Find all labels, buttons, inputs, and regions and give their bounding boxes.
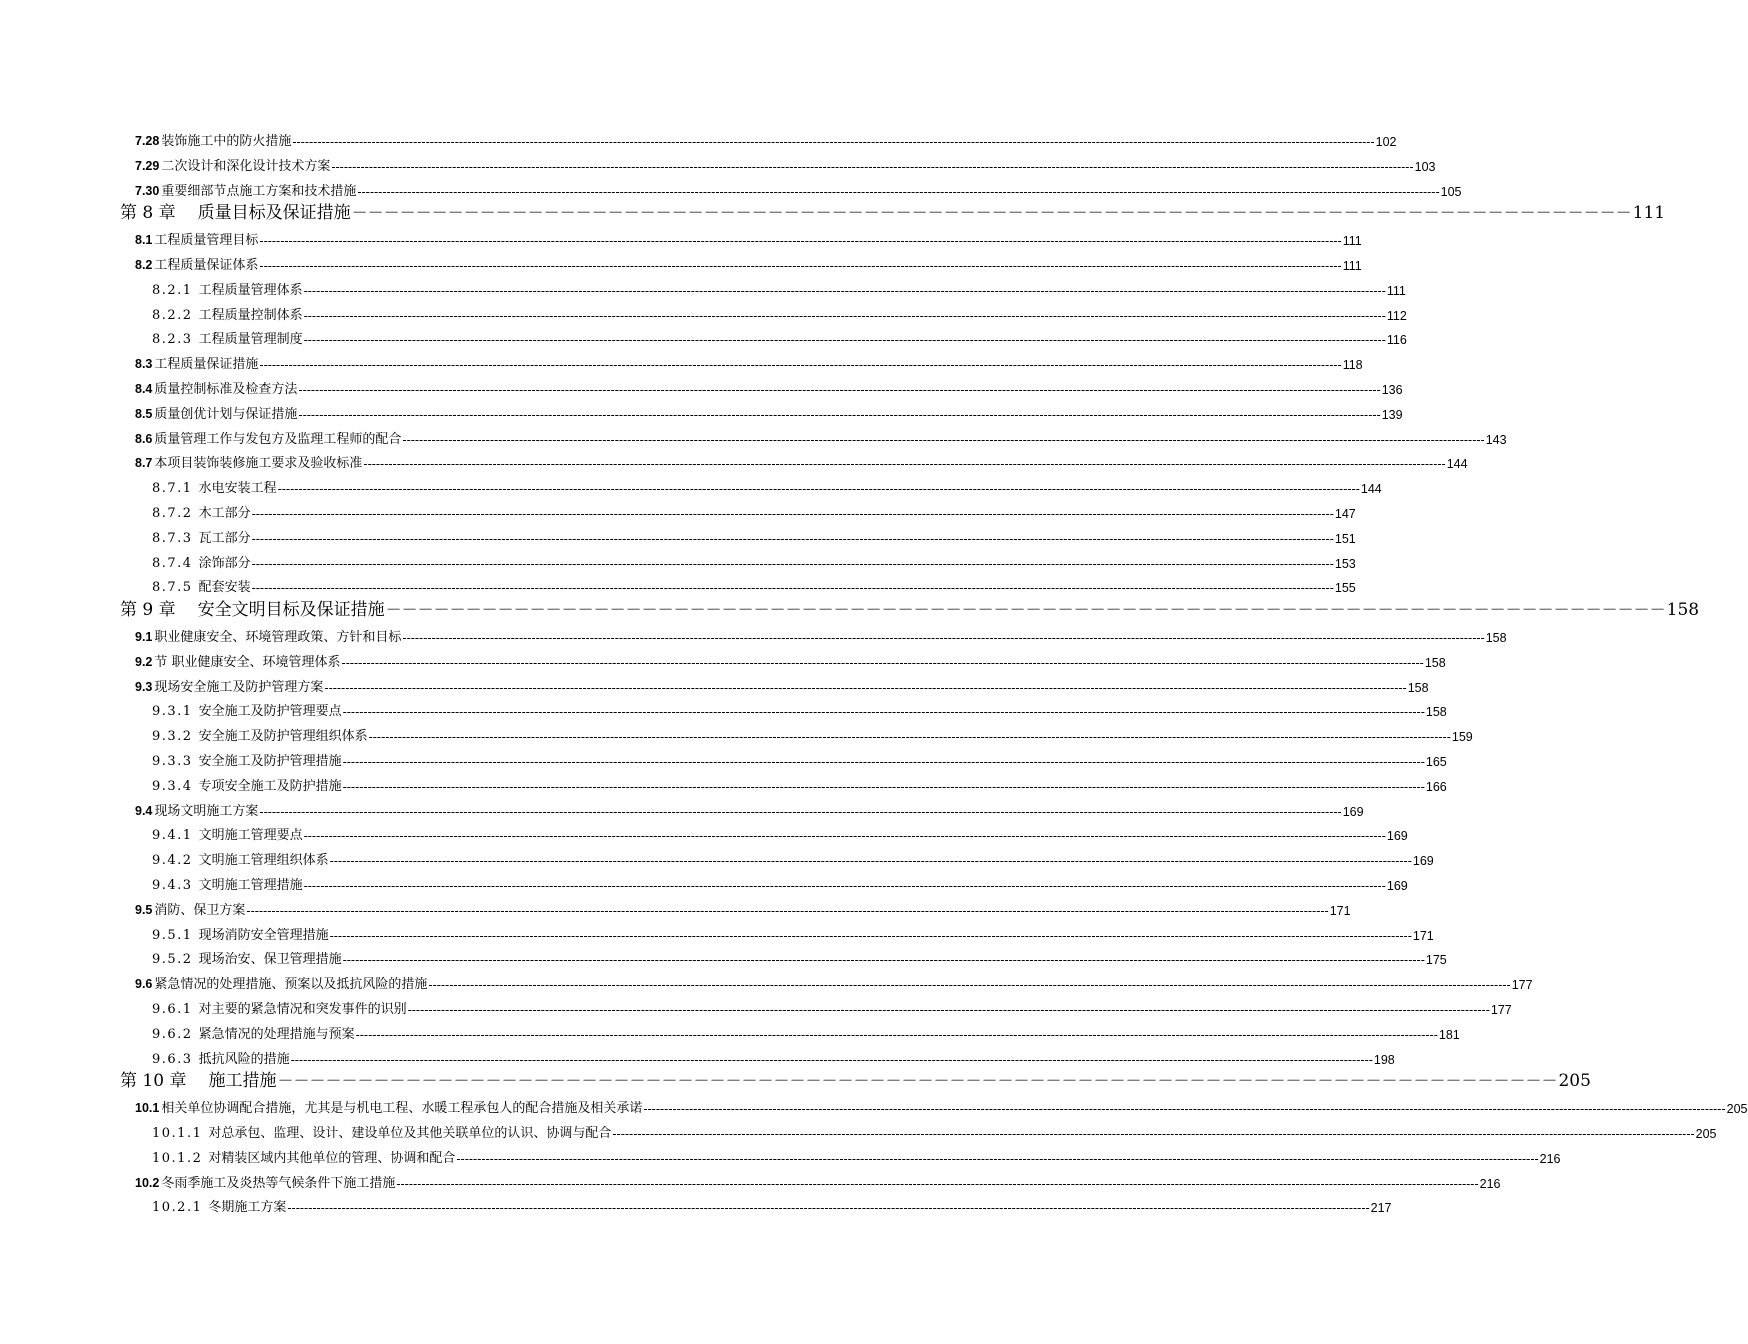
dot-leader: －－－－－－－－－－－－－－－－－－－－－－－－－－－－－－－－－－－－－－－－－－－－－－－－－－－－－－－－－－－－－－－－－－－－－－－－－－－－－－－－ [277,1071,1558,1091]
toc-entry-title: 质量管理工作与发包方及监理工程师的配合 [154,431,402,447]
toc-entry-number: 9.3.1 [152,704,193,720]
toc-entry-title: 工程质量保证体系 [154,258,259,273]
toc-entry-label [152,948,342,967]
toc-entry-number: 第 9 章 [120,600,176,621]
toc-entry-number: 10.1 [135,1101,160,1116]
toc-entry[interactable] [152,299,1407,323]
dot-leader: -------------------------------------------------------------------------------------------------------------------------------------------------------------------------------------------------------------------------------------------------------------------- [251,531,1334,546]
dot-leader: －－－－－－－－－－－－－－－－－－－－－－－－－－－－－－－－－－－－－－－－－－－－－－－－－－－－－－－－－－－－－－－－－－－－－－－－－－－－－－－－ [385,600,1666,620]
dot-leader: -------------------------------------------------------------------------------------------------------------------------------------------------------------------------------------------------------------------------------------------------------------------- [643,1102,1726,1117]
toc-entry-number: 9.4.3 [152,878,193,893]
toc-entry-number: 8.2 [135,258,153,272]
toc-entry-title: 文明施工管理组织体系 [198,853,329,869]
toc-entry-title: 装饰施工中的防火措施 [161,134,292,149]
toc-entry-title: 配套安装 [198,580,251,596]
toc-chapter[interactable] [120,197,1666,224]
toc-entry-number: 第 10 章 [120,1071,187,1092]
toc-entry-label [152,328,303,347]
toc-entry-title: 节 职业健康安全、环境管理体系 [154,654,341,670]
toc-entry[interactable] [135,671,1429,695]
toc-entry[interactable] [152,919,1434,943]
toc-entry[interactable] [152,497,1356,521]
toc-entry-number: 9.2 [135,654,153,669]
toc-entry[interactable] [152,1018,1460,1042]
toc-entry-page-number: 169 [1412,854,1434,869]
toc-entry-page-number: 111 [1386,283,1406,298]
toc-entry-title: 工程质量保证措施 [154,357,259,373]
dot-leader: -------------------------------------------------------------------------------------------------------------------------------------------------------------------------------------------------------------------------------------------------------------------- [357,184,1440,199]
toc-entry-label [152,576,251,595]
toc-entry-title: 消防、保卫方案 [154,902,246,918]
toc-entry-number: 第 8 章 [120,203,176,224]
dot-leader: -------------------------------------------------------------------------------------------------------------------------------------------------------------------------------------------------------------------------------------------------------------------- [277,482,1360,497]
toc-entry[interactable] [135,373,1403,397]
toc-entry[interactable] [135,621,1507,645]
dot-leader: -------------------------------------------------------------------------------------------------------------------------------------------------------------------------------------------------------------------------------------------------------------------- [292,135,1375,149]
toc-entry-title: 水电安装工程 [198,481,277,497]
toc-entry-number: 9.3.4 [152,778,193,794]
toc-entry-page-number: 169 [1386,879,1408,893]
toc-entry-number: 9.5.2 [152,952,193,968]
toc-entry-title: 现场治安、保卫管理措施 [198,952,342,968]
toc-entry-label [135,403,297,422]
toc-entry-title: 安全施工及防护管理组织体系 [198,729,368,745]
toc-entry-page-number: 112 [1386,308,1407,323]
toc-entry-title: 冬期施工方案 [208,1200,287,1216]
dot-leader: -------------------------------------------------------------------------------------------------------------------------------------------------------------------------------------------------------------------------------------------------------------------- [303,879,1386,893]
dot-leader: -------------------------------------------------------------------------------------------------------------------------------------------------------------------------------------------------------------------------------------------------------------------- [329,928,1412,943]
toc-entry-title: 现场文明施工方案 [154,803,259,819]
dot-leader: -------------------------------------------------------------------------------------------------------------------------------------------------------------------------------------------------------------------------------------------------------------------- [259,804,1342,819]
toc-entry-page-number: 205 [1695,1127,1717,1141]
toc-entry[interactable] [135,1092,1748,1117]
dot-leader: -------------------------------------------------------------------------------------------------------------------------------------------------------------------------------------------------------------------------------------------------------------------- [287,1201,1370,1216]
toc-entry-page-number: 159 [1451,730,1473,745]
toc-entry-number: 8.7 [135,456,153,471]
toc-entry-page-number: 153 [1334,556,1356,571]
dot-leader: －－－－－－－－－－－－－－－－－－－－－－－－－－－－－－－－－－－－－－－－－－－－－－－－－－－－－－－－－－－－－－－－－－－－－－－－－－－－－－－－ [351,203,1632,223]
toc-entry-page-number: 155 [1334,581,1356,596]
toc-entry-label [152,998,407,1017]
toc-entry-label [152,700,342,719]
dot-leader: -------------------------------------------------------------------------------------------------------------------------------------------------------------------------------------------------------------------------------------------------------------------- [303,283,1386,298]
toc-entry-label [135,155,330,174]
toc-entry-label [152,824,303,843]
dot-leader: -------------------------------------------------------------------------------------------------------------------------------------------------------------------------------------------------------------------------------------------------------------------- [407,1003,1490,1017]
toc-chapter[interactable] [120,1065,1591,1092]
toc-entry-title: 安全施工及防护管理措施 [198,754,342,769]
toc-entry-title: 工程质量管理制度 [198,332,303,348]
toc-entry[interactable] [152,547,1356,571]
toc-entry-title: 瓦工部分 [198,530,251,546]
toc-entry-number: 8.3 [135,357,153,372]
toc-entry-page-number: 116 [1386,333,1407,348]
dot-leader: -------------------------------------------------------------------------------------------------------------------------------------------------------------------------------------------------------------------------------------------------------------------- [363,457,1446,472]
toc-entry-page-number: 216 [1479,1176,1501,1191]
toc-entry-number: 8.6 [135,431,153,446]
toc-entry[interactable] [152,869,1408,893]
toc-entry-page-number: 158 [1407,680,1429,695]
toc-entry-label [135,254,258,273]
toc-entry-label [152,750,342,769]
toc-entry-label [120,1066,276,1091]
toc-entry-number: 9.3.2 [152,729,193,745]
dot-leader: -------------------------------------------------------------------------------------------------------------------------------------------------------------------------------------------------------------------------------------------------------------------- [396,1176,1479,1191]
toc-entry-number: 9.3 [135,679,153,694]
toc-entry-number: 9.1 [135,630,153,644]
toc-entry-page-number: 144 [1360,482,1382,497]
toc-entry-label [152,1048,290,1067]
dot-leader: -------------------------------------------------------------------------------------------------------------------------------------------------------------------------------------------------------------------------------------------------------------------- [342,953,1425,968]
toc-entry-title: 木工部分 [198,506,251,521]
toc-entry-title: 抵抗风险的措施 [198,1051,290,1067]
toc-entry-number: 8.1 [135,233,153,248]
toc-entry[interactable] [135,398,1403,422]
dot-leader: -------------------------------------------------------------------------------------------------------------------------------------------------------------------------------------------------------------------------------------------------------------------- [355,1027,1438,1042]
toc-entry-page-number: 147 [1334,507,1356,521]
toc-entry-page-number: 111 [1632,203,1666,224]
toc-entry-label [135,428,401,447]
toc-entry-number: 10.2 [135,1175,160,1190]
dot-leader: -------------------------------------------------------------------------------------------------------------------------------------------------------------------------------------------------------------------------------------------------------------------- [612,1127,1695,1141]
toc-entry-number: 10.1.1 [152,1126,203,1141]
dot-leader: -------------------------------------------------------------------------------------------------------------------------------------------------------------------------------------------------------------------------------------------------------------------- [428,978,1511,993]
toc-entry-label [135,130,291,149]
toc-entry-number: 8.2.3 [152,332,193,348]
toc-entry-page-number: 103 [1414,159,1436,174]
dot-leader: -------------------------------------------------------------------------------------------------------------------------------------------------------------------------------------------------------------------------------------------------------------------- [456,1151,1539,1166]
toc-entry-label [152,527,251,546]
toc-entry[interactable] [152,571,1356,596]
toc-entry-title: 质量创优计划与保证措施 [154,406,298,422]
toc-entry-label [135,229,258,248]
toc-entry-number: 9.4 [135,803,153,818]
toc-entry-page-number: 144 [1446,457,1468,472]
toc-entry-page-number: 102 [1375,135,1397,149]
toc-entry-label [152,552,251,571]
toc-entry[interactable] [152,323,1407,348]
toc-entry-label [120,595,385,620]
toc-entry-number: 10.2.1 [152,1200,203,1216]
toc-entry-title: 涂饰部分 [198,555,251,571]
toc-entry-page-number: 111 [1342,259,1362,273]
toc-entry-label [152,1023,355,1042]
toc-entry[interactable] [152,1043,1395,1067]
toc-entry-number: 9.4.1 [152,828,193,844]
dot-leader: -------------------------------------------------------------------------------------------------------------------------------------------------------------------------------------------------------------------------------------------------------------------- [290,1052,1373,1067]
toc-entry-page-number: 177 [1511,978,1533,993]
toc-chapter[interactable] [120,594,1700,621]
toc-entry-label [135,353,258,372]
toc-entry-page-number: 158 [1424,655,1446,670]
toc-entry[interactable] [135,646,1446,670]
toc-entry-title: 职业健康安全、环境管理政策、方针和目标 [154,630,402,645]
toc-entry-number: 8.2.1 [152,282,193,298]
toc-entry-page-number: 175 [1425,953,1447,968]
toc-entry-number: 9.4.2 [152,853,193,869]
dot-leader: -------------------------------------------------------------------------------------------------------------------------------------------------------------------------------------------------------------------------------------------------------------------- [259,234,1342,249]
toc-entry-number: 8.2.2 [152,307,193,323]
dot-leader: -------------------------------------------------------------------------------------------------------------------------------------------------------------------------------------------------------------------------------------------------------------------- [402,432,1485,447]
toc-entry[interactable] [135,894,1351,918]
toc-entry-title: 本项目装饰装修施工要求及验收标准 [154,456,363,472]
toc-entry-page-number: 171 [1329,903,1351,918]
toc-entry-title: 二次设计和深化设计技术方案 [161,158,331,174]
dot-leader: -------------------------------------------------------------------------------------------------------------------------------------------------------------------------------------------------------------------------------------------------------------------- [298,383,1381,397]
toc-entry-page-number: 166 [1425,779,1447,794]
toc-entry-number: 9.6.3 [152,1051,193,1067]
dot-leader: -------------------------------------------------------------------------------------------------------------------------------------------------------------------------------------------------------------------------------------------------------------------- [331,159,1414,174]
toc-entry[interactable] [135,423,1507,447]
toc-entry-number: 9.3.3 [152,754,193,769]
toc-entry[interactable] [152,819,1408,844]
toc-entry[interactable] [135,1167,1501,1191]
toc-entry-label [152,924,329,943]
toc-entry-title: 专项安全施工及防护措施 [198,778,342,794]
toc-entry-title: 现场消防安全管理措施 [198,927,329,943]
toc-entry[interactable] [135,224,1362,249]
toc-entry-label [120,198,351,223]
toc-entry-label [135,1172,395,1191]
dot-leader: -------------------------------------------------------------------------------------------------------------------------------------------------------------------------------------------------------------------------------------------------------------------- [402,631,1485,645]
toc-entry-page-number: 216 [1539,1151,1561,1166]
toc-entry-number: 9.5.1 [152,927,193,943]
toc-entry-title: 对主要的紧急情况和突发事件的识别 [198,1002,407,1017]
toc-entry-label [135,180,356,199]
toc-entry-number: 8.7.2 [152,506,193,521]
toc-entry[interactable] [152,274,1406,298]
toc-entry-label [135,973,427,992]
toc-entry-number: 7.30 [135,183,160,198]
toc-entry[interactable] [152,993,1512,1017]
toc-entry-label [152,279,303,298]
toc-entry[interactable] [135,795,1364,819]
toc-entry-label [135,800,258,819]
toc-entry[interactable] [152,522,1356,546]
toc-entry-label [135,1097,642,1116]
toc-entry[interactable] [152,1117,1717,1141]
toc-entry-label [152,775,342,794]
dot-leader: -------------------------------------------------------------------------------------------------------------------------------------------------------------------------------------------------------------------------------------------------------------------- [298,407,1381,422]
dot-leader: -------------------------------------------------------------------------------------------------------------------------------------------------------------------------------------------------------------------------------------------------------------------- [342,755,1425,769]
toc-entry-number: 8.7.4 [152,555,193,571]
dot-leader: -------------------------------------------------------------------------------------------------------------------------------------------------------------------------------------------------------------------------------------------------------------------- [342,705,1425,720]
toc-entry[interactable] [135,175,1462,199]
toc-entry-page-number: 177 [1490,1003,1512,1017]
toc-entry-number: 8.5 [135,406,153,421]
toc-entry[interactable] [135,249,1362,273]
toc-entry-page-number: 198 [1373,1052,1395,1067]
toc-entry-title: 文明施工管理措施 [198,878,303,893]
toc-entry-page-number: 139 [1381,407,1403,422]
toc-entry-number: 9.6.1 [152,1002,193,1017]
dot-leader: -------------------------------------------------------------------------------------------------------------------------------------------------------------------------------------------------------------------------------------------------------------------- [251,556,1334,571]
toc-entry[interactable] [152,695,1447,720]
toc-entry-page-number: 158 [1666,600,1700,621]
toc-entry-title: 紧急情况的处理措施与预案 [198,1026,355,1042]
toc-entry-label [135,651,341,670]
toc-entry-page-number: 205 [1726,1102,1748,1117]
dot-leader: -------------------------------------------------------------------------------------------------------------------------------------------------------------------------------------------------------------------------------------------------------------------- [303,829,1386,844]
toc-entry-page-number: 111 [1342,234,1362,249]
toc-entry-page-number: 165 [1425,755,1447,769]
toc-entry-label [135,676,323,695]
toc-entry-title: 工程质量控制体系 [198,307,303,323]
toc-entry-page-number: 169 [1342,804,1364,819]
toc-entry-label [135,626,401,645]
toc-entry-title: 安全施工及防护管理要点 [198,704,342,720]
toc-entry-page-number: 158 [1425,705,1447,720]
toc-entry[interactable] [152,1142,1561,1166]
toc-entry-title: 重要细部节点施工方案和技术措施 [161,183,357,199]
toc-entry-number: 8.4 [135,382,153,396]
toc-entry-number: 9.5 [135,902,153,917]
toc-entry-label [152,1196,286,1215]
toc-entry-label [152,477,277,496]
dot-leader: -------------------------------------------------------------------------------------------------------------------------------------------------------------------------------------------------------------------------------------------------------------------- [259,358,1342,373]
toc-entry-title: 工程质量管理体系 [198,282,303,298]
toc-entry-number: 7.29 [135,158,160,173]
toc-entry[interactable] [152,1191,1392,1216]
toc-entry-label [152,1122,611,1141]
toc-entry[interactable] [135,447,1468,472]
toc-entry-title: 相关单位协调配合措施，尤其是与机电工程、水暖工程承包人的配合措施及相关承诺 [161,1101,643,1117]
toc-entry-label [152,502,251,521]
toc-entry-title: 安全文明目标及保证措施 [197,600,385,621]
toc-entry-number: 7.28 [135,134,160,148]
dot-leader: -------------------------------------------------------------------------------------------------------------------------------------------------------------------------------------------------------------------------------------------------------------------- [341,655,1424,670]
toc-entry-page-number: 171 [1412,928,1434,943]
dot-leader: -------------------------------------------------------------------------------------------------------------------------------------------------------------------------------------------------------------------------------------------------------------------- [303,308,1386,323]
toc-entry-title: 对精装区域内其他单位的管理、协调和配合 [208,1150,456,1166]
toc-entry[interactable] [135,968,1533,993]
toc-entry-page-number: 151 [1334,531,1356,546]
toc-entry-number: 10.1.2 [152,1150,203,1166]
toc-entry-title: 质量目标及保证措施 [197,203,351,224]
toc-entry[interactable] [152,844,1434,869]
toc-entry-label [152,725,368,744]
toc-entry-page-number: 217 [1370,1201,1392,1216]
dot-leader: -------------------------------------------------------------------------------------------------------------------------------------------------------------------------------------------------------------------------------------------------------------------- [342,779,1425,794]
toc-entry-page-number: 158 [1485,631,1507,645]
toc-entry[interactable] [152,943,1447,968]
dot-leader: -------------------------------------------------------------------------------------------------------------------------------------------------------------------------------------------------------------------------------------------------------------------- [251,507,1334,521]
toc-entry-label [135,452,362,471]
toc-entry-title: 文明施工管理要点 [198,828,303,844]
dot-leader: -------------------------------------------------------------------------------------------------------------------------------------------------------------------------------------------------------------------------------------------------------------------- [324,680,1407,695]
toc-entry-label [135,899,245,918]
toc-entry[interactable] [152,472,1382,497]
dot-leader: -------------------------------------------------------------------------------------------------------------------------------------------------------------------------------------------------------------------------------------------------------------------- [368,730,1451,745]
toc-entry-label [152,849,329,868]
toc-entry-title: 对总承包、监理、设计、建设单位及其他关联单位的认识、协调与配合 [208,1126,612,1141]
toc-entry-title: 施工措施 [208,1071,277,1092]
toc-entry-title: 工程质量管理目标 [154,233,259,249]
toc-entry-page-number: 181 [1438,1027,1460,1042]
toc-entry-page-number: 136 [1381,383,1403,397]
dot-leader: -------------------------------------------------------------------------------------------------------------------------------------------------------------------------------------------------------------------------------------------------------------------- [303,333,1386,348]
toc-entry[interactable] [152,720,1473,745]
toc-entry-title: 现场安全施工及防护管理方案 [154,679,324,695]
toc-entry-number: 9.6.2 [152,1026,193,1042]
toc-entry[interactable] [152,745,1447,769]
toc-entry-number: 8.7.5 [152,580,193,596]
toc-entry-page-number: 205 [1558,1071,1591,1092]
dot-leader: -------------------------------------------------------------------------------------------------------------------------------------------------------------------------------------------------------------------------------------------------------------------- [329,854,1412,869]
toc-entry-label [152,874,303,893]
toc-entry-title: 冬雨季施工及炎热等气候条件下施工措施 [161,1175,396,1191]
toc-entry-label [152,1147,455,1166]
toc-entry-number: 8.7.3 [152,530,193,546]
toc-entry-page-number: 169 [1386,829,1408,844]
dot-leader: -------------------------------------------------------------------------------------------------------------------------------------------------------------------------------------------------------------------------------------------------------------------- [251,581,1334,596]
toc-entry-label [135,378,297,397]
toc-entry-page-number: 118 [1342,358,1363,373]
toc-entry-title: 质量控制标准及检查方法 [154,382,298,397]
toc-entry[interactable] [135,150,1436,174]
dot-leader: -------------------------------------------------------------------------------------------------------------------------------------------------------------------------------------------------------------------------------------------------------------------- [246,903,1329,918]
toc-entry-number: 9.6 [135,977,153,992]
toc-entry[interactable] [135,125,1397,149]
dot-leader: -------------------------------------------------------------------------------------------------------------------------------------------------------------------------------------------------------------------------------------------------------------------- [259,259,1342,273]
toc-entry[interactable] [152,770,1447,794]
toc-entry-page-number: 143 [1485,432,1507,447]
toc-entry-title: 紧急情况的处理措施、预案以及抵抗风险的措施 [154,977,428,993]
toc-entry-page-number: 105 [1440,184,1462,199]
toc-entry-number: 8.7.1 [152,481,193,497]
toc-entry-label [152,304,303,323]
toc-entry[interactable] [135,348,1363,373]
